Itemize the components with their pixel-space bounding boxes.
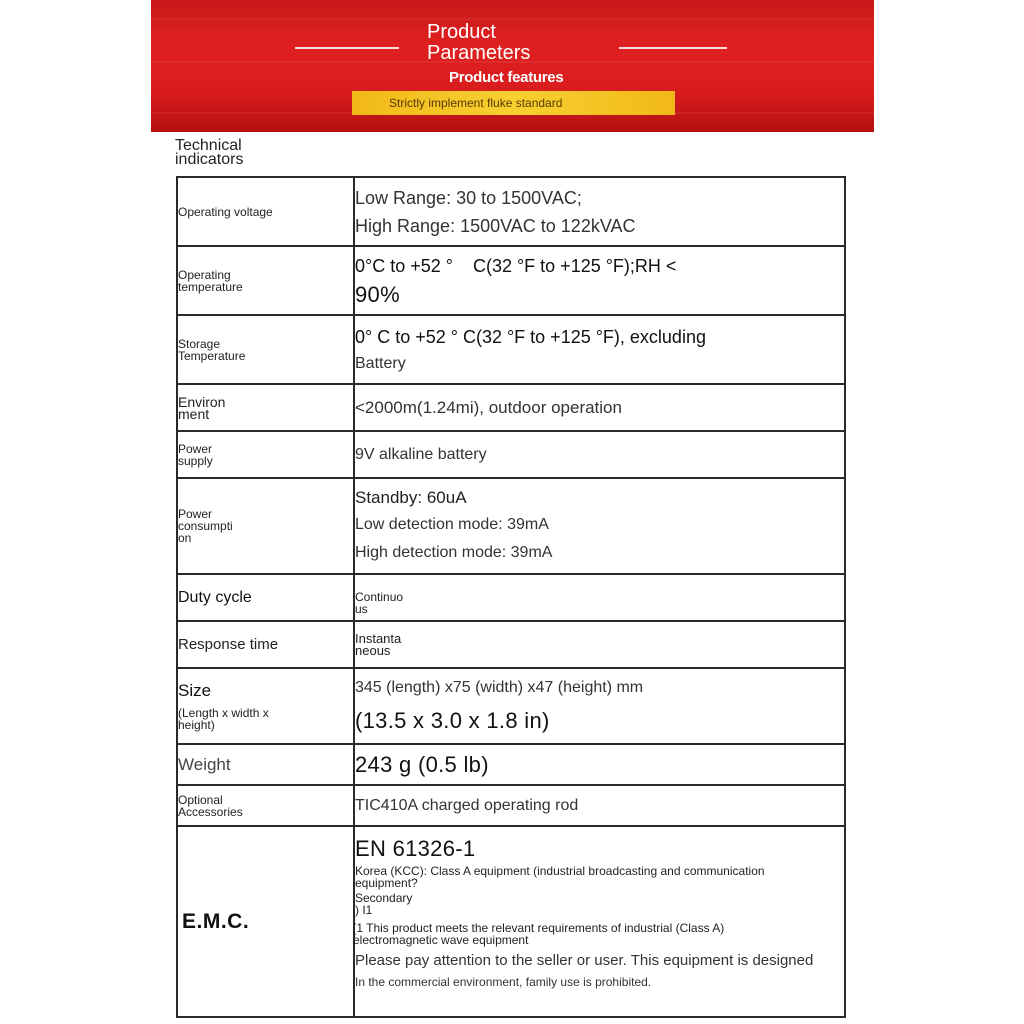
spec-label-cell — [177, 431, 354, 478]
spec-value-cell — [354, 246, 845, 315]
spec-value-cell — [354, 621, 845, 668]
spec-value-cell — [354, 826, 845, 1017]
spec-row-operating-temperature — [177, 246, 845, 315]
spec-label-line1: Environ — [178, 393, 226, 410]
spec-label: Size — [178, 681, 212, 700]
banner-texture — [151, 18, 874, 20]
response-time-line2: neous — [355, 642, 391, 658]
voltage-low: Low Range: 30 to 1500VAC; — [355, 187, 582, 208]
spec-label-cell — [177, 826, 354, 1017]
spec-row-power-supply — [177, 431, 845, 478]
section-title-line2: indicators — [175, 151, 244, 168]
spec-label: E.M.C. — [182, 909, 250, 933]
size-metric: 345 (length) x75 (width) x47 (height) mm — [355, 679, 644, 696]
emc-commercial: In the commercial environment, family use is prohibited. — [355, 975, 652, 989]
spec-label-cell — [177, 177, 354, 246]
environment-value: <2000m(1.24mi), outdoor operation — [355, 397, 622, 417]
spec-label: Duty cycle — [178, 588, 252, 606]
spec-row-power-consumption — [177, 478, 845, 574]
spec-sublabel-line2: height) — [178, 718, 215, 732]
duty-cycle-line1: Continuo — [355, 589, 404, 604]
spec-row-storage-temperature — [177, 315, 845, 384]
storage-temp-range: 0° C to +52 ° C(32 °F to +125 °F), excluding — [355, 326, 706, 347]
spec-label-cell — [177, 621, 354, 668]
spec-label-line1: Operating — [178, 267, 231, 282]
spec-label-line2: consumpti — [178, 519, 233, 533]
spec-value-cell — [354, 315, 845, 384]
spec-label-line1: Power — [178, 441, 213, 456]
spec-value-cell — [354, 478, 845, 574]
size-imperial: (13.5 x 3.0 x 1.8 in) — [355, 708, 550, 733]
storage-temp-note: Battery — [355, 354, 406, 372]
spec-label-cell — [177, 384, 354, 431]
spec-row-emc — [177, 826, 845, 1017]
emc-secondary-line2: ) I1 — [355, 903, 373, 917]
spec-label-cell — [177, 668, 354, 744]
spec-label: Operating voltage — [178, 204, 273, 219]
spec-label-line1: Storage — [178, 336, 221, 351]
voltage-high: High Range: 1500VAC to 122kVAC — [355, 215, 636, 236]
weight-value: 243 g (0.5 lb) — [355, 751, 489, 777]
response-time-line1: Instanta — [355, 630, 402, 646]
spec-row-response-time — [177, 621, 845, 668]
spec-value-cell — [354, 384, 845, 431]
emc-meets-line2: electromagnetic wave equipment — [353, 933, 529, 947]
power-high-mode: High detection mode: 39mA — [355, 544, 553, 561]
standard-badge-text: Strictly implement fluke standard — [389, 96, 563, 110]
standard-badge — [352, 91, 675, 115]
spec-value-cell — [354, 431, 845, 478]
spec-value-cell — [354, 744, 845, 785]
spec-row-accessories — [177, 785, 845, 826]
product-parameters-banner — [151, 0, 874, 132]
spec-label-cell — [177, 574, 354, 621]
duty-cycle-line2: us — [355, 601, 368, 616]
spec-table — [176, 176, 846, 1018]
emc-korea-line2: equipment? — [355, 876, 418, 890]
spec-label-line2: ment — [178, 405, 210, 422]
banner-divider-right — [619, 47, 727, 49]
spec-label-cell — [177, 744, 354, 785]
spec-label-line3: on — [178, 531, 192, 545]
power-low-mode: Low detection mode: 39mA — [355, 516, 549, 533]
banner-title-line1: Product — [427, 21, 496, 43]
spec-label-cell — [177, 785, 354, 826]
emc-meets-line1: [1 This product meets the relevant requirements of industrial (Class A) — [353, 921, 725, 935]
emc-attention: Please pay attention to the seller or user. This equipment is designed — [355, 952, 814, 969]
spec-label-line2: supply — [178, 453, 213, 468]
emc-standard: EN 61326-1 — [355, 836, 476, 861]
spec-label-line1: Power — [178, 507, 213, 521]
spec-row-environment — [177, 384, 845, 431]
spec-row-duty-cycle — [177, 574, 845, 621]
spec-label: Weight — [178, 754, 231, 774]
emc-korea-line1: Korea (KCC): Class A equipment (industrial broadcasting and communication — [355, 864, 765, 878]
spec-value-cell — [354, 668, 845, 744]
spec-row-voltage — [177, 177, 845, 246]
section-title-line1: Technical — [175, 137, 242, 154]
banner-title-line2: Parameters — [427, 42, 531, 64]
spec-row-weight — [177, 744, 845, 785]
spec-label-cell — [177, 315, 354, 384]
emc-secondary-line1: Secondary — [355, 891, 413, 905]
spec-label-line1: Optional — [178, 792, 223, 807]
banner-title — [427, 22, 530, 64]
spec-value-cell — [354, 785, 845, 826]
spec-value-cell — [354, 177, 845, 246]
accessories-value: TIC410A charged operating rod — [355, 796, 579, 814]
power-standby: Standby: 60uA — [355, 488, 467, 507]
op-temp-humidity: 90% — [355, 281, 400, 307]
section-title — [175, 139, 243, 167]
spec-value-cell — [354, 574, 845, 621]
op-temp-range: 0°C to +52 ° C(32 °F to +125 °F);RH < — [355, 255, 677, 276]
power-supply-value: 9V alkaline battery — [355, 445, 487, 463]
spec-label: Response time — [178, 636, 279, 653]
spec-sublabel-line1: (Length x width x — [178, 706, 269, 720]
banner-divider-left — [295, 47, 399, 49]
spec-label-line2: Accessories — [178, 804, 243, 819]
banner-subtitle: Product features — [449, 69, 564, 86]
spec-label-cell — [177, 246, 354, 315]
spec-label-cell — [177, 478, 354, 574]
spec-label-line2: Temperature — [178, 348, 246, 363]
spec-label-line2: temperature — [178, 279, 243, 294]
spec-row-size — [177, 668, 845, 744]
